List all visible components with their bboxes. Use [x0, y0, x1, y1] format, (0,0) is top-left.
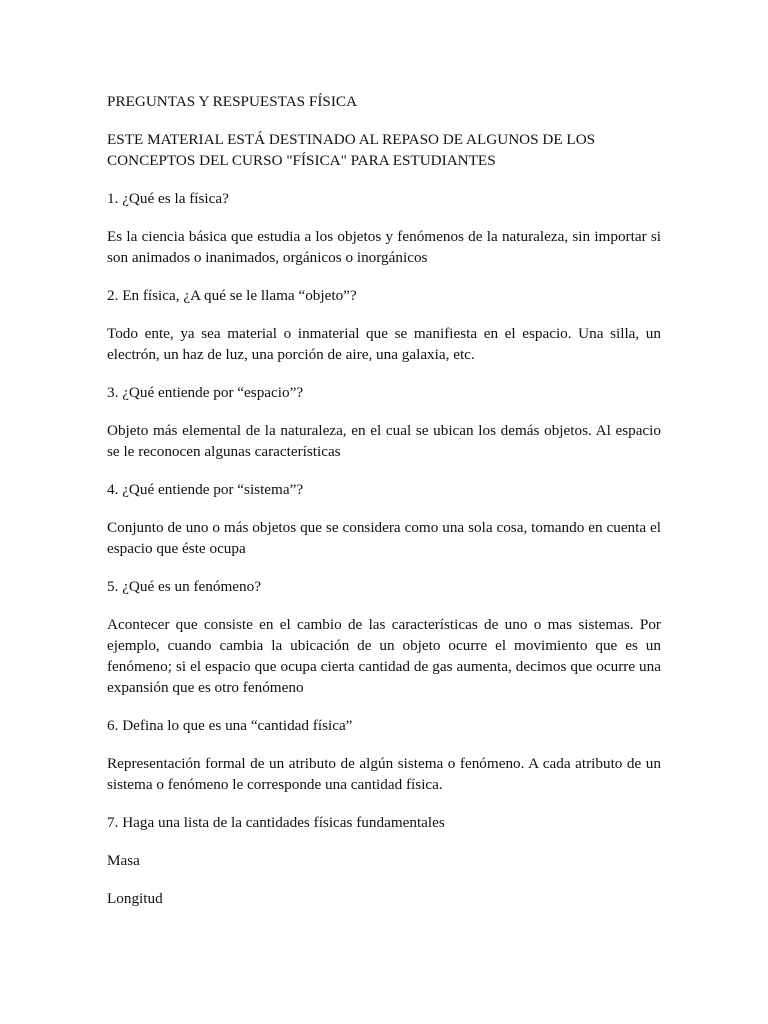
answer-5: Acontecer que consiste en el cambio de las características de uno o mas sistemas. Por ejemplo, cuando cambia la ubicación de un objeto ocurre el movimiento que es un fenómeno; si el espacio que ocupa cierta cantidad de gas aumenta, decimos que ocurre una expansión que es otro fenómeno — [107, 616, 661, 696]
answer-6: Representación formal de un atributo de algún sistema o fenómeno. A cada atributo de un sistema o fenómeno le corresponde una cantidad física. — [107, 755, 661, 793]
question-5: 5. ¿Qué es un fenómeno? — [107, 578, 261, 595]
list-item-longitud: Longitud — [107, 890, 163, 907]
question-3: 3. ¿Qué entiende por “espacio”? — [107, 384, 304, 401]
question-1: 1. ¿Qué es la física? — [107, 190, 229, 207]
document-body — [107, 91, 661, 926]
question-7: 7. Haga una lista de la cantidades físicas fundamentales — [107, 814, 445, 831]
answer-4: Conjunto de uno o más objetos que se considera como una sola cosa, tomando en cuenta el espacio que éste ocupa — [107, 519, 661, 557]
list-item-masa: Masa — [107, 852, 140, 869]
question-2: 2. En física, ¿A qué se le llama “objeto”? — [107, 287, 357, 304]
question-4: 4. ¿Qué entiende por “sistema”? — [107, 481, 304, 498]
answer-1: Es la ciencia básica que estudia a los objetos y fenómenos de la naturaleza, sin importar si son animados o inanimados, orgánicos o inorgánicos — [107, 228, 661, 266]
question-6: 6. Defina lo que es una “cantidad física” — [107, 717, 353, 734]
answer-2: Todo ente, ya sea material o inmaterial que se manifiesta en el espacio. Una silla, un electrón, un haz de luz, una porción de aire, una galaxia, etc. — [107, 325, 661, 363]
document-intro: ESTE MATERIAL ESTÁ DESTINADO AL REPASO DE ALGUNOS DE LOS CONCEPTOS DEL CURSO "FÍSICA" PARA ESTUDIANTES — [107, 131, 596, 169]
document-title: PREGUNTAS Y RESPUESTAS FÍSICA — [107, 93, 358, 110]
answer-3: Objeto más elemental de la naturaleza, en el cual se ubican los demás objetos. Al espacio se le reconocen algunas características — [107, 422, 661, 460]
